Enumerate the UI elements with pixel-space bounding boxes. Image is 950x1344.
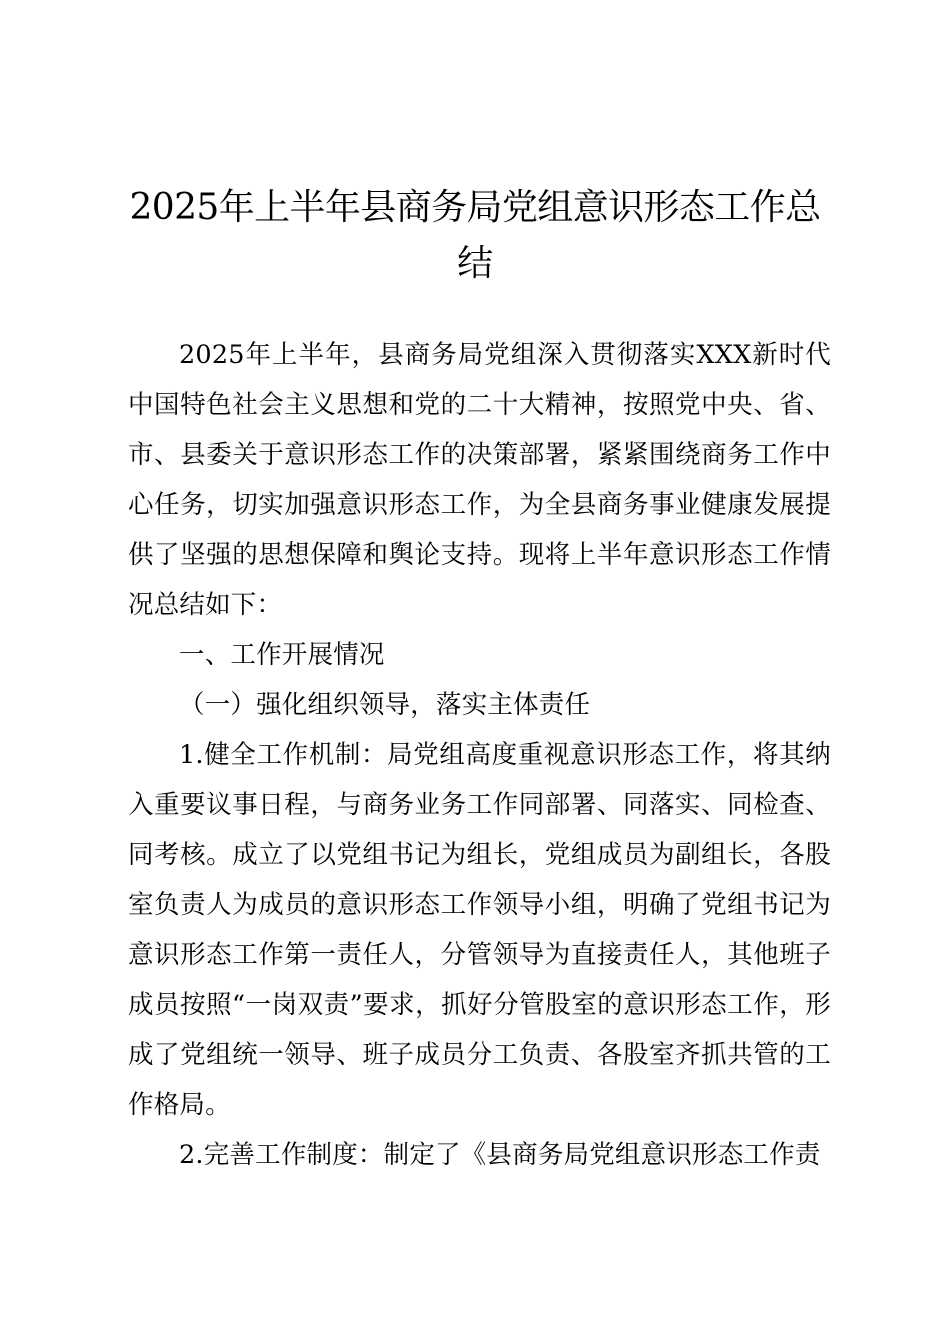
subsection-heading-1: （一）强化组织领导，落实主体责任 [179, 690, 591, 720]
section-heading-1: 一、工作开展情况 [179, 640, 385, 670]
document-body [128, 330, 831, 1180]
document-title: 2025年上半年县商务局党组意识形态工作总结 [129, 187, 821, 284]
item-paragraph-2: 2.完善工作制度：制定了《县商务局党组意识形态工作责 [179, 1140, 821, 1170]
intro-paragraph: 2025年上半年，县商务局党组深入贯彻落实XXX新时代中国特色社会主义思想和党的二十大精神，按照党中央、省、市、县委关于意识形态工作的决策部署，紧紧围绕商务工作中心任务，切实加强意识形态工作，为全县商务事业健康发展提供了坚强的思想保障和舆论支持。现将上半年意识形态工作情况总结如下： [128, 340, 831, 620]
item-paragraph-1: 1.健全工作机制：局党组高度重视意识形态工作，将其纳入重要议事日程，与商务业务工作同部署、同落实、同检查、同考核。成立了以党组书记为组长，党组成员为副组长，各股室负责人为成员的意识形态工作领导小组，明确了党组书记为意识形态工作第一责任人，分管领导为直接责任人，其他班子成员按照“一岗双责”要求，抓好分管股室的意识形态工作，形成了党组统一领导、班子成员分工负责、各股室齐抓共管的工作格局。 [128, 740, 831, 1120]
